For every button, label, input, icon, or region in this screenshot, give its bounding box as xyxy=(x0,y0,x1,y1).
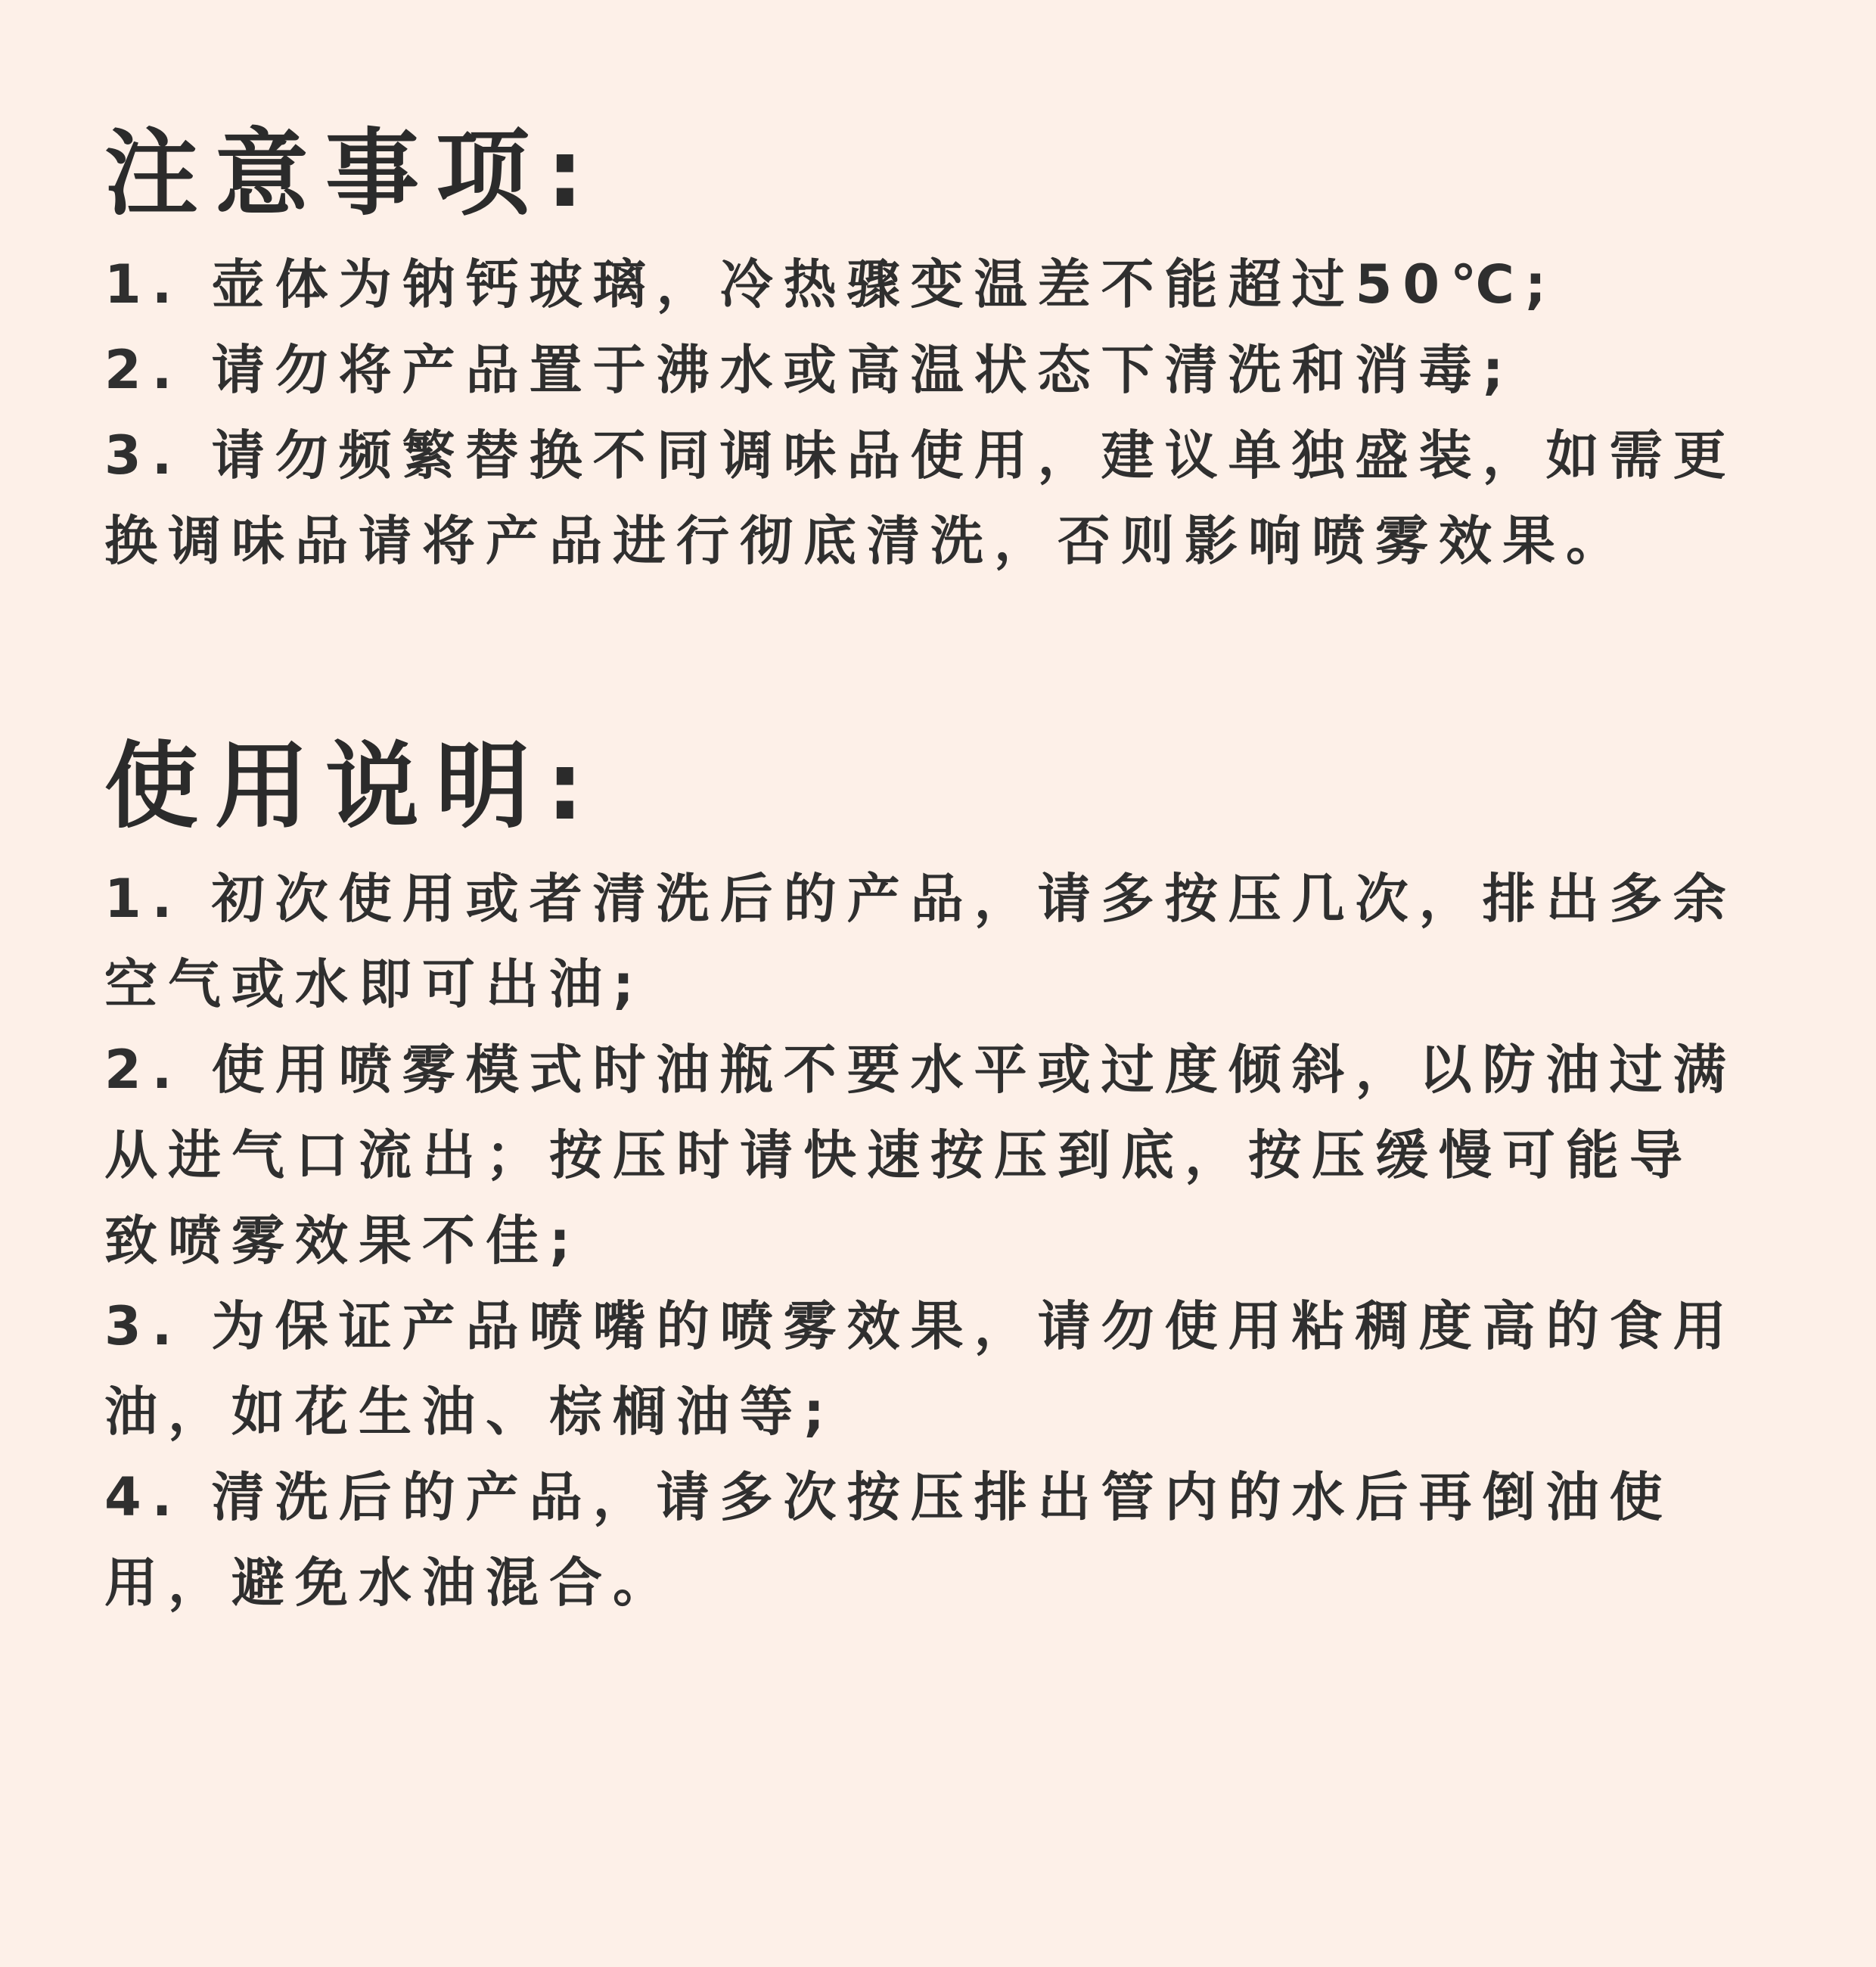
usage-item: 4. 清洗后的产品，请多次按压排出管内的水后再倒油使用，避免水油混合。 xyxy=(104,1466,1673,1614)
cautions-heading: 注意事项: xyxy=(104,120,601,228)
cautions-list xyxy=(104,242,1791,584)
usage-section xyxy=(104,726,1791,1626)
usage-heading: 使用说明: xyxy=(104,732,601,841)
usage-item: 3. 为保证产品喷嘴的喷雾效果，请勿使用粘稠度高的食用油，如花生油、棕榈油等; xyxy=(104,1295,1737,1443)
cautions-section xyxy=(104,113,1791,584)
cautions-item: 1. 壶体为钠钙玻璃，冷热骤变温差不能超过50℃; xyxy=(104,253,1557,315)
usage-list xyxy=(104,856,1791,1626)
usage-item: 1. 初次使用或者清洗后的产品，请多按压几次，排出多余空气或水即可出油; xyxy=(104,868,1737,1015)
cautions-item: 3. 请勿频繁替换不同调味品使用，建议单独盛装，如需更换调味品请将产品进行彻底清洗，否则影响喷雾效果。 xyxy=(104,424,1737,572)
cautions-item: 2. 请勿将产品置于沸水或高温状态下清洗和消毒; xyxy=(104,339,1514,401)
usage-item: 2. 使用喷雾模式时油瓶不要水平或过度倾斜，以防油过满从进气口流出；按压时请快速按压到底，按压缓慢可能导致喷雾效果不佳; xyxy=(104,1039,1737,1272)
